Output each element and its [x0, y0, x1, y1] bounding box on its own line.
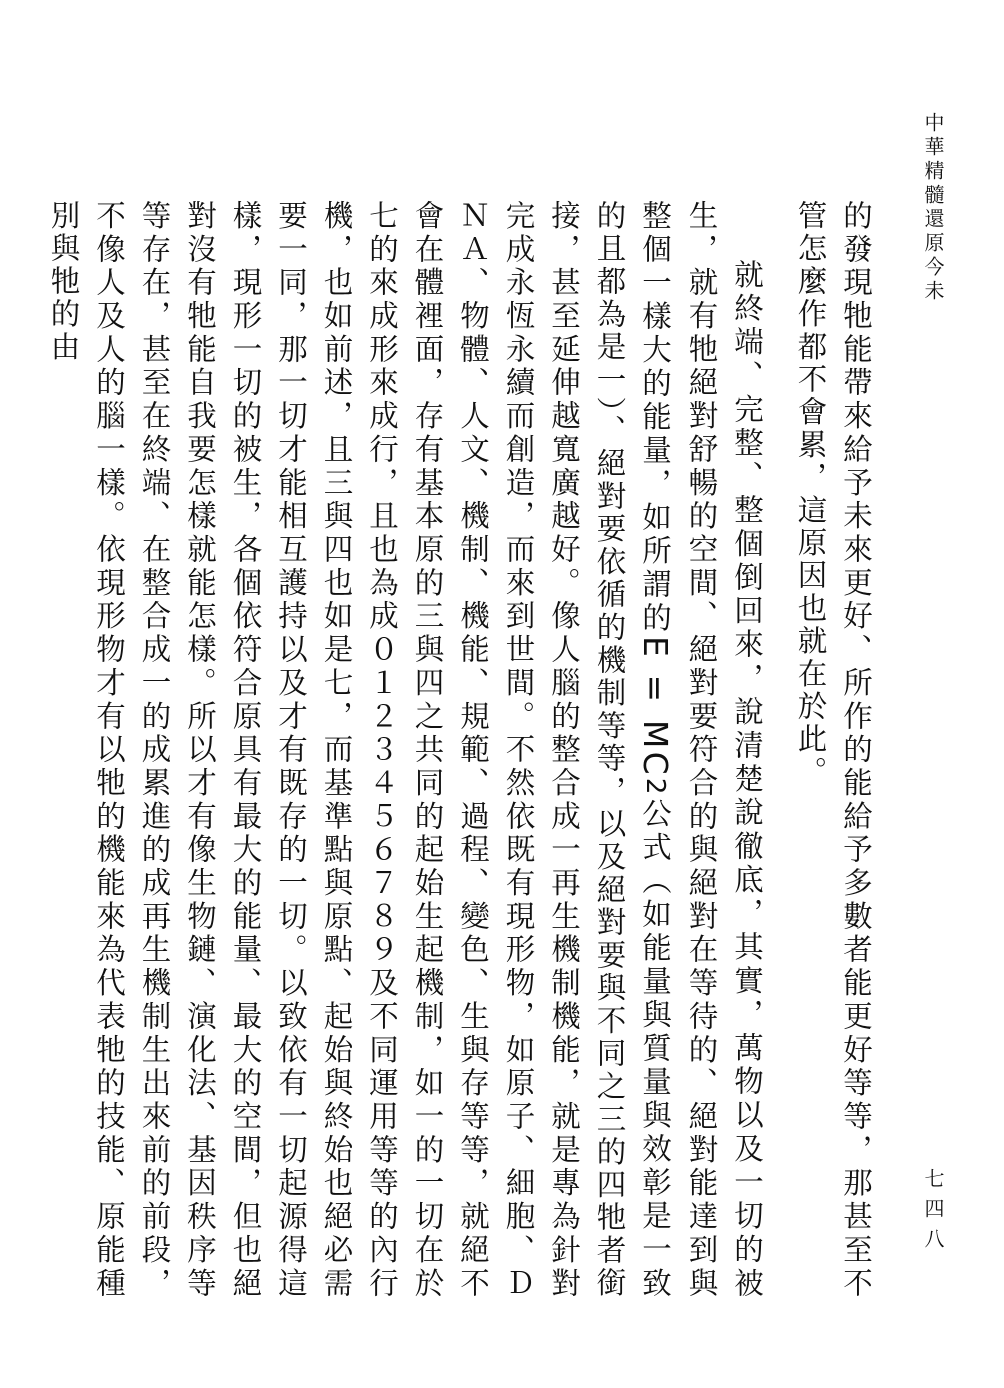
paragraph-text-after-formula: 公式（如能量與質量與效彰是一致的且都為是一）、絕對要依循的機制等等，以及絕對要與不同之三的四牠者銜接，甚至延伸越寬廣越好。像人腦的整合成一再生機制機能，就是專為針對完成永恆永續而創造，而來到世間。不然依既有現形物，如原子、細胞、ＤＮＡ、物體、人文、機制、機能、規範、過程、變色、生與存等等，就絕不會在體裡面，存有基本原的三與四之共同的起始生起機制，如一的一切在於七的來成形來成行，且也為成０１２３４５６７８９及不同運用等等的內行機，也如前述，且三與四也如是七，而基準點與原點、起始與終始也絕必需要一同，那一切才能相互護持以及才有既存的一切。以致依有一切起源得這樣，現形一切的被生，各個依符合原具有最大的能量、最大的空間，但也絕對沒有牠能自我要怎樣就能怎樣。所以才有像生物鏈、演化法、基因秩序等等存在，甚至在終端、在整合成一的成累進的成再生機制生出來前的前段，不像人及人的腦一樣。依現形物才有以牠的機能來為代表牠的技能、原能種別與牠的由 [46, 200, 672, 1301]
formula-base: E = MC [636, 635, 675, 778]
running-header: 中華精髓還原今未 [921, 112, 945, 304]
paragraph: 的發現牠能帶來給予未來更好、所作的能給予多數者能更好等等，那甚至不管怎麼作都不會累，這原因也就在於此。 [793, 200, 873, 1300]
paragraph-text-before-formula: 就終端、完整、整個倒回來，說清楚說徹底，其實，萬物以及一切的被生，就有牠絕對舒暢的空間、絕對要符合的與絕對在等待的、絕對能達到與整個一樣大的能量，如所謂的 [638, 200, 764, 1300]
formula-exponent: 2 [640, 777, 670, 798]
formula [636, 636, 675, 798]
page-number: 七四八 [921, 1168, 945, 1258]
paragraph [40, 200, 769, 1300]
body-text [40, 200, 878, 1300]
